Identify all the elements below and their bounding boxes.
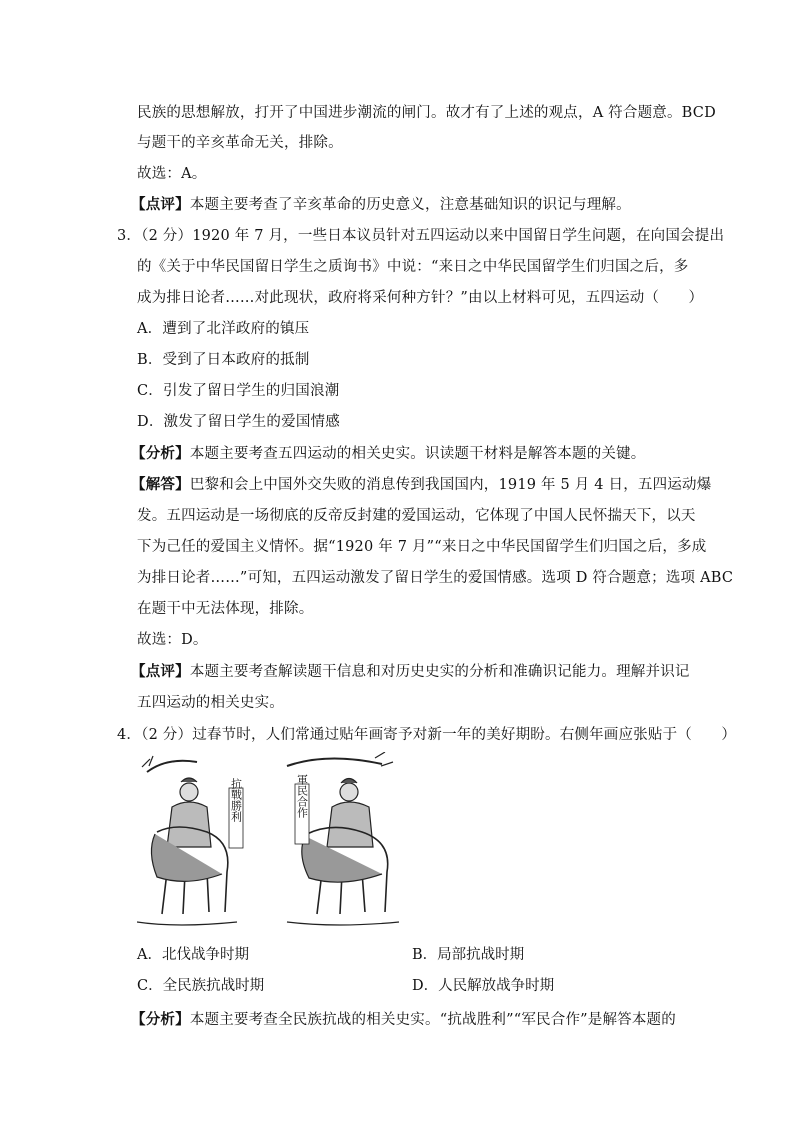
comment-tag: 【点评】	[131, 663, 190, 680]
analysis-text: 本题主要考查五四运动的相关史实。识读题干材料是解答本题的关键。	[189, 446, 646, 462]
option-a: A．遭到了北洋政府的镇压	[137, 321, 310, 337]
text-line: 民族的思想解放，打开了中国进步潮流的闸门。故才有了上述的观点，A 符合题意。BCD	[137, 105, 716, 121]
option-d: D．激发了留日学生的爱国情感	[137, 414, 340, 430]
analysis-tag: 【分析】	[131, 1011, 190, 1028]
answer-line: 发。五四运动是一场彻底的反帝反封建的爱国运动，它体现了中国人民怀揣天下，以天	[137, 508, 696, 524]
comment-line	[131, 195, 671, 215]
comment-line: 五四运动的相关史实。	[137, 695, 284, 711]
question-4-stem: 4．（2 分）过春节时，人们常通过贴年画寄予对新一年的美好期盼。右侧年画应张贴于（ ）	[117, 727, 737, 743]
comment-text: 本题主要考查了辛亥革命的历史意义，注意基础知识的识记与理解。	[189, 197, 631, 213]
option-c: C．引发了留日学生的归国浪潮	[137, 383, 340, 399]
new-year-painting-illustration	[137, 752, 407, 934]
analysis-text: 本题主要考查全民族抗战的相关史实。“抗战胜利”“军民合作”是解答本题的	[189, 1012, 676, 1028]
option-b: B．受到了日本政府的抵制	[137, 352, 310, 368]
new-year-painting-figure	[137, 752, 407, 934]
answer-line	[131, 475, 712, 495]
option-d: D．人民解放战争时期	[412, 978, 555, 994]
question-3-stem: 成为排日论者……对此现状，政府将采何种方针？”由以上材料可见，五四运动（ ）	[137, 290, 704, 306]
answer-line: 下为己任的爱国主义情怀。据“1920 年 7 月”“来日之中华民国留学生们归国之后，多成	[137, 539, 707, 555]
text-line: 与题干的辛亥革命无关，排除。	[137, 135, 343, 151]
analysis-tag: 【分析】	[131, 445, 190, 462]
right-banner-text: 軍民合作	[295, 774, 309, 818]
option-c: C．全民族抗战时期	[137, 978, 265, 994]
option-a: A．北伐战争时期	[137, 947, 249, 963]
answer-text: 巴黎和会上中国外交失败的消息传到我国国内，1919 年 5 月 4 日，五四运动爆	[189, 477, 712, 493]
left-banner-text: 抗戰勝利	[229, 778, 243, 822]
answer-line: 为排日论者……”可知，五四运动激发了留日学生的爱国情感。选项 D 符合题意；选项 ABC	[137, 570, 734, 586]
analysis-line	[131, 1010, 676, 1030]
answer-line: 在题干中无法体现，排除。	[137, 601, 314, 617]
comment-line	[131, 662, 690, 682]
comment-tag: 【点评】	[131, 196, 190, 213]
comment-text: 本题主要考查解读题干信息和对历史史实的分析和准确识记能力。理解并识记	[189, 664, 690, 680]
analysis-line	[131, 444, 671, 464]
choice-line: 故选：D。	[137, 632, 208, 648]
question-3-stem: 3．（2 分）1920 年 7 月，一些日本议员针对五四运动以来中国留日学生问题，在向国会提出	[117, 228, 725, 244]
question-3-stem: 的《关于中华民国留日学生之质询书》中说：“来日之中华民国留学生们归国之后，多	[137, 259, 689, 275]
answer-tag: 【解答】	[131, 476, 190, 493]
choice-line: 故选：A。	[137, 166, 207, 182]
option-b: B．局部抗战时期	[412, 947, 525, 963]
